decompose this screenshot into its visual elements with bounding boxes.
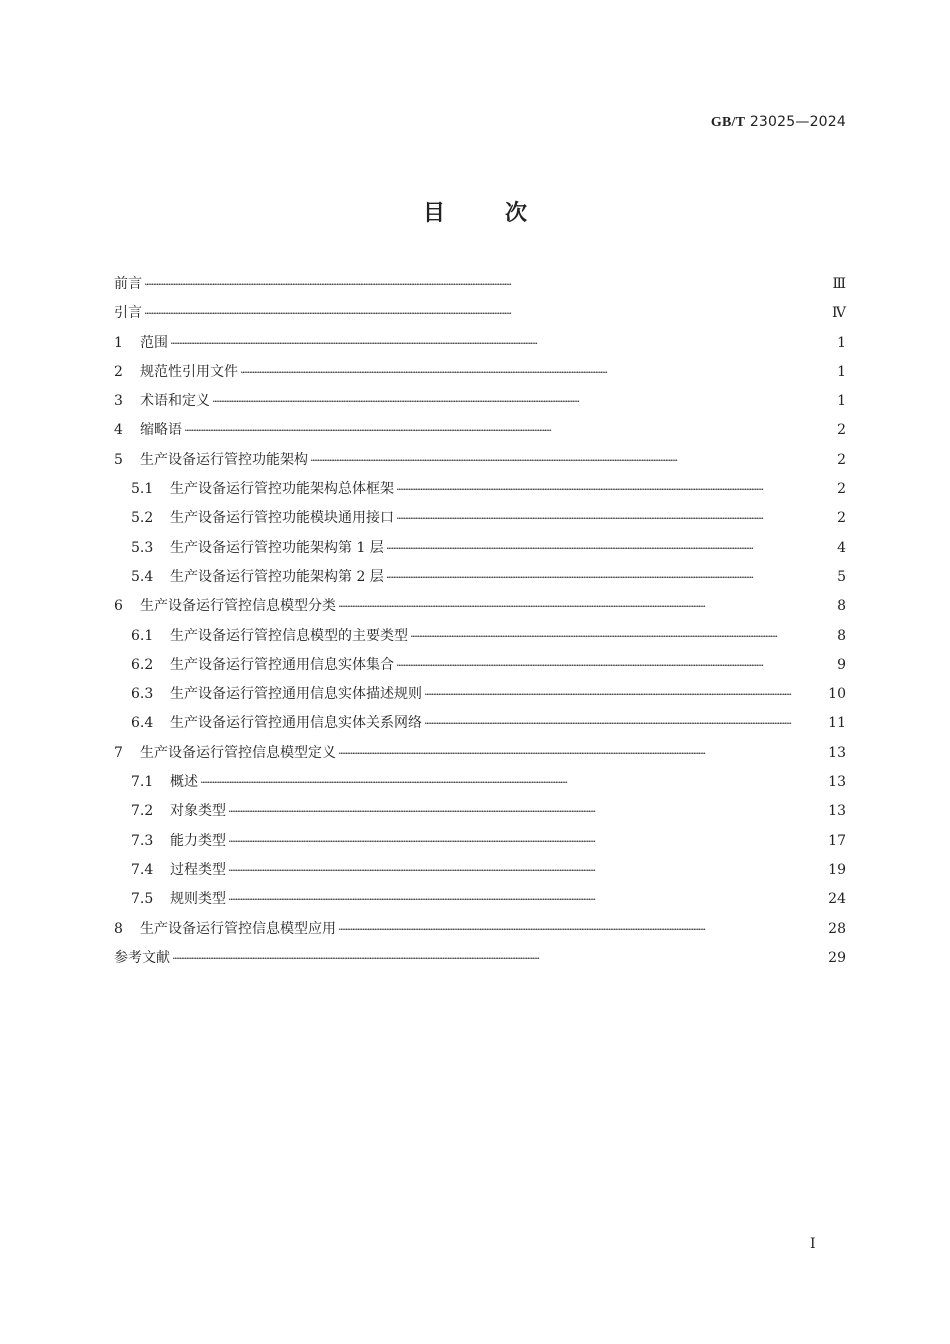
- table-of-contents: [114, 270, 846, 973]
- toc-entry[interactable]: [114, 709, 846, 738]
- toc-entry-page: 2: [837, 451, 846, 468]
- toc-entry-label: 生产设备运行管控功能架构: [140, 451, 308, 468]
- toc-entry-number: 8: [114, 920, 123, 937]
- toc-entry[interactable]: [114, 270, 846, 299]
- toc-entry-label: 生产设备运行管控信息模型的主要类型: [170, 627, 408, 644]
- toc-entry-number: 5: [114, 451, 123, 468]
- toc-entry-number: 6.2: [131, 656, 154, 673]
- toc-entry-page: Ⅳ: [832, 305, 846, 322]
- toc-entry-page: 19: [828, 861, 846, 878]
- standard-prefix: GB/T: [710, 115, 746, 130]
- toc-entry[interactable]: [114, 358, 846, 387]
- toc-entry-page: 8: [837, 598, 846, 615]
- toc-entry-label: 生产设备运行管控通用信息实体集合: [170, 656, 394, 673]
- toc-entry-number: 6: [114, 598, 123, 615]
- toc-entry-page: 17: [828, 832, 846, 849]
- toc-entry-page: 8: [837, 627, 846, 644]
- toc-leader-dots: [240, 358, 835, 387]
- toc-leader-dots: [386, 563, 835, 592]
- toc-entry-number: 7.5: [131, 891, 154, 908]
- toc-entry[interactable]: [114, 797, 846, 826]
- toc-entry-number: 4: [114, 422, 123, 439]
- toc-entry-number: 7.1: [131, 774, 154, 791]
- toc-entry-label: 规范性引用文件: [140, 363, 238, 380]
- standard-code: [711, 114, 846, 131]
- toc-entry-label: 引言: [114, 305, 142, 322]
- toc-entry-page: 28: [828, 920, 846, 937]
- toc-entry-label: 前言: [114, 276, 142, 292]
- toc-entry-page: 2: [837, 510, 846, 527]
- toc-entry-page: 13: [828, 744, 846, 761]
- toc-leader-dots: [144, 270, 830, 299]
- toc-entry-page: 4: [837, 539, 846, 556]
- toc-entry-page: 29: [828, 949, 846, 966]
- toc-leader-dots: [184, 416, 835, 445]
- toc-leader-dots: [228, 827, 826, 856]
- toc-entry-page: 11: [828, 715, 846, 732]
- toc-entry-number: 7.4: [131, 861, 154, 878]
- toc-entry-page: 1: [837, 393, 846, 410]
- toc-entry-label: 术语和定义: [140, 393, 210, 410]
- toc-entry-label: 概述: [170, 774, 198, 791]
- toc-entry-label: 规则类型: [170, 891, 226, 908]
- toc-entry-number: 5.1: [131, 481, 154, 498]
- toc-entry-number: 2: [114, 363, 123, 380]
- toc-entry-number: 7.3: [131, 832, 154, 849]
- toc-leader-dots: [338, 915, 826, 944]
- toc-entry-label: 生产设备运行管控功能架构总体框架: [170, 481, 394, 498]
- toc-entry-label: 能力类型: [170, 832, 226, 849]
- toc-entry[interactable]: [114, 446, 846, 475]
- toc-entry-number: 5.4: [131, 568, 154, 585]
- toc-entry-label: 生产设备运行管控信息模型定义: [140, 744, 336, 761]
- toc-entry-number: 3: [114, 393, 123, 410]
- toc-leader-dots: [338, 739, 826, 768]
- toc-entry-number: 5.3: [131, 539, 154, 556]
- toc-entry[interactable]: [114, 944, 846, 973]
- toc-leader-dots: [228, 856, 826, 885]
- toc-entry-number: 1: [114, 334, 123, 351]
- toc-entry-page: 5: [837, 568, 846, 585]
- toc-entry[interactable]: [114, 563, 846, 592]
- toc-entry[interactable]: [114, 329, 846, 358]
- toc-leader-dots: [396, 475, 835, 504]
- toc-entry-label: 生产设备运行管控通用信息实体描述规则: [170, 686, 422, 703]
- toc-leader-dots: [410, 622, 835, 651]
- toc-entry-label: 对象类型: [170, 803, 226, 820]
- toc-entry-label: 参考文献: [114, 949, 170, 966]
- toc-entry-page: 10: [828, 686, 846, 703]
- toc-entry-label: 生产设备运行管控功能架构第 2 层: [170, 568, 384, 585]
- toc-leader-dots: [424, 680, 826, 709]
- toc-entry-label: 范围: [140, 334, 168, 351]
- toc-entry-number: 5.2: [131, 510, 154, 527]
- toc-entry[interactable]: [114, 768, 846, 797]
- toc-leader-dots: [228, 885, 826, 914]
- toc-entry[interactable]: [114, 534, 846, 563]
- toc-entry-number: 6.1: [131, 627, 154, 644]
- toc-entry-number: 6.3: [131, 686, 154, 703]
- toc-entry-label: 生产设备运行管控信息模型应用: [140, 920, 336, 937]
- toc-leader-dots: [172, 944, 826, 973]
- toc-leader-dots: [396, 504, 835, 533]
- toc-entry-number: 7.2: [131, 803, 154, 820]
- toc-leader-dots: [170, 329, 835, 358]
- toc-leader-dots: [200, 768, 826, 797]
- toc-entry-label: 缩略语: [140, 422, 182, 439]
- toc-entry-label: 生产设备运行管控功能架构第 1 层: [170, 539, 384, 556]
- toc-entry-label: 生产设备运行管控通用信息实体关系网络: [170, 715, 422, 732]
- toc-entry-number: 6.4: [131, 715, 154, 732]
- toc-entry[interactable]: [114, 299, 846, 328]
- toc-entry-page: 24: [828, 891, 846, 908]
- toc-leader-dots: [144, 299, 830, 328]
- toc-entry-page: 2: [837, 422, 846, 439]
- toc-entry-label: 生产设备运行管控信息模型分类: [140, 598, 336, 615]
- toc-entry-page: 1: [837, 334, 846, 351]
- toc-entry[interactable]: [114, 622, 846, 651]
- toc-entry[interactable]: [114, 416, 846, 445]
- toc-entry-number: 7: [114, 744, 123, 761]
- toc-leader-dots: [212, 387, 835, 416]
- toc-entry-page: 2: [837, 481, 846, 498]
- toc-entry[interactable]: [114, 387, 846, 416]
- toc-entry[interactable]: [114, 680, 846, 709]
- toc-leader-dots: [228, 797, 826, 826]
- page-number: I: [810, 1236, 816, 1252]
- toc-leader-dots: [396, 651, 835, 680]
- toc-entry[interactable]: [114, 915, 846, 944]
- toc-entry-page: 9: [837, 656, 846, 673]
- toc-entry-label: 过程类型: [170, 861, 226, 878]
- standard-number: 23025—2024: [749, 114, 846, 130]
- toc-entry-page: 13: [828, 803, 846, 820]
- toc-entry[interactable]: [114, 856, 846, 885]
- page-title: 目次: [422, 201, 587, 226]
- toc-leader-dots: [424, 709, 826, 738]
- toc-entry[interactable]: [114, 827, 846, 856]
- toc-leader-dots: [338, 592, 835, 621]
- toc-entry[interactable]: [114, 592, 846, 621]
- toc-entry-page: 1: [837, 363, 846, 380]
- toc-entry-page: Ⅲ: [832, 276, 846, 292]
- toc-entry[interactable]: [114, 739, 846, 768]
- toc-entry-label: 生产设备运行管控功能模块通用接口: [170, 510, 394, 527]
- toc-entry[interactable]: [114, 885, 846, 914]
- toc-entry[interactable]: [114, 475, 846, 504]
- toc-entry[interactable]: [114, 504, 846, 533]
- toc-leader-dots: [310, 446, 835, 475]
- toc-entry[interactable]: [114, 651, 846, 680]
- toc-leader-dots: [386, 534, 835, 563]
- toc-entry-page: 13: [828, 774, 846, 791]
